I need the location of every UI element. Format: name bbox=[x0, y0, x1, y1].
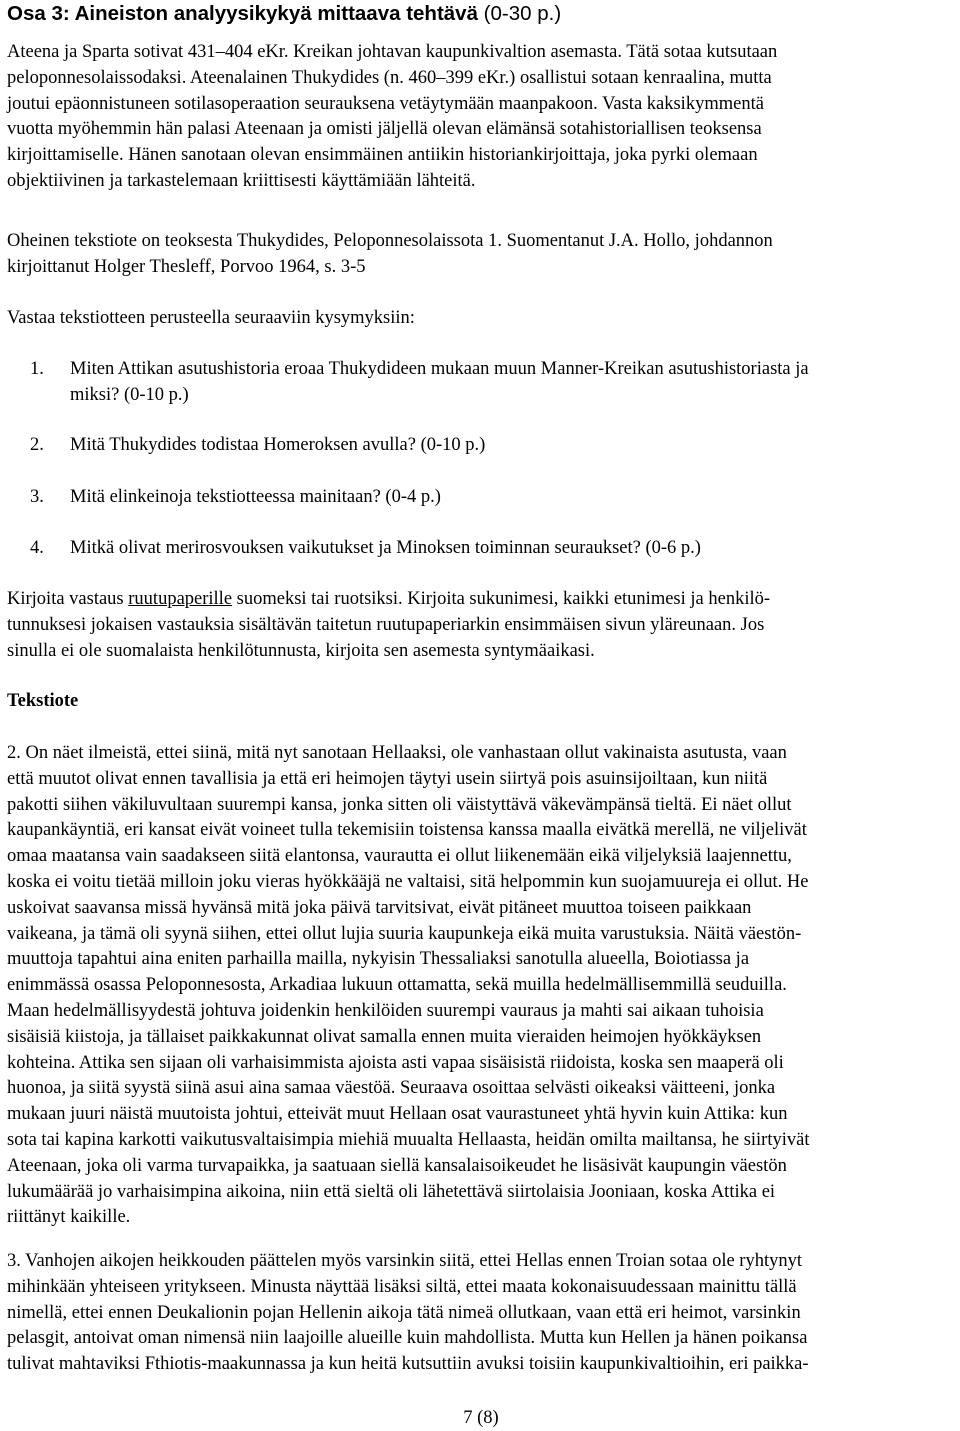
section-title: Tekstiote bbox=[7, 691, 79, 711]
intro-line: peloponnesolaissodaksi. Ateenalainen Thukydides (n. 460–399 eKr.) osallistui sotaan kenraalina, mutta bbox=[7, 67, 772, 88]
question-number: 2. bbox=[30, 435, 44, 455]
excerpt-line: vaikeana, ja tämä oli syynä siihen, ettei ollut lujia suuria kaupunkeja eikä muita varustuksia. Näitä väestön- bbox=[7, 923, 802, 944]
excerpt-line: kaupankäyntiä, eri kansat eivät voineet tulla tekemisiin toistensa kanssa maalla eivätkä merellä, ne viljelivät bbox=[7, 820, 807, 841]
heading-title: Osa 3: Aineiston analyysikykyä mittaava tehtävä bbox=[7, 2, 478, 25]
questions-prompt: Vastaa tekstiotteen perusteella seuraaviin kysymyksiin: bbox=[7, 308, 415, 328]
excerpt-line: uskoivat saavansa missä hyvänsä mitä joka päivä tarvitsivat, eivät pitäneet muuttoa toiseen paikkaan bbox=[7, 897, 752, 918]
source-line: kirjoittanut Holger Thesleff, Porvoo 1964, s. 3-5 bbox=[7, 256, 366, 277]
question-text: Mitkä olivat merirosvouksen vaikutukset ja Minoksen toiminnan seuraukset? (0-6 p.) bbox=[70, 538, 701, 558]
excerpt-line: riittänyt kaikille. bbox=[7, 1207, 131, 1228]
excerpt-line: tulivat mahtaviksi Fthiotis-maakunnassa ja kun heitä kutsuttiin avuksi toisiin kaupunkivaltioihin, eri paikka- bbox=[7, 1354, 809, 1375]
excerpt-line: Maan hedelmällisyydestä johtuva joidenkin henkilöiden suurempi vauraus ja mahti sai aikaan tuhoisia bbox=[7, 1000, 764, 1021]
excerpt-line: koska ei voitu tietää milloin joku vieras hyökkääjä ne valtaisi, sitä helpommin kun suojamuureja ei ollut. He bbox=[7, 871, 809, 892]
excerpt-line: 2. On näet ilmeistä, ettei siinä, mitä nyt sanotaan Hellaaksi, ole vanhastaan ollut vakinaista asutusta, vaan bbox=[7, 743, 787, 763]
excerpt-line: kohteina. Attika sen sijaan oli varhaisimmista ajoista asti vapaa sisäisistä riidoista, koska sen maaperä oli bbox=[7, 1052, 784, 1073]
excerpt-line: enimmässä osassa Peloponnesosta, Arkadiaa lukuun ottamatta, sekä muilla hedelmällisemmillä seuduilla. bbox=[7, 975, 787, 996]
source-line: Oheinen tekstiote on teoksesta Thukydides, Peloponnesolaissota 1. Suomentanut J.A. Hollo, johdannon bbox=[7, 231, 773, 251]
excerpt-line: sisäisiä kiistoja, ja tällaiset paikkakunnat olivat samalla ennen muita vieraiden heimojen hyökkäyksen bbox=[7, 1026, 762, 1047]
question-text: Miten Attikan asutushistoria eroaa Thukydideen mukaan muun Manner-Kreikan asutushistoriasta ja miksi? (0-10 p.) bbox=[70, 359, 809, 405]
intro-line: vuotta myöhemmin hän palasi Ateenaan ja omisti jäljellä olevan elämänsä sotahistoriallisen teoksensa bbox=[7, 119, 762, 140]
instructions-paragraph: Kirjoita vastaus ruutupaperille suomeksi tai ruotsiksi. Kirjoita sukunimesi, kaikki etunimesi ja henkilö- tunnuksesi jokaisen vastauksia sisältävän taitetun ruutupaperiarkin ensimmäisen sivun yläreunaan. Jos sinulla ei ole suomalaista henkilötunnusta, kirjoita sen asemesta syntymäaikasi. bbox=[7, 589, 771, 661]
excerpt-line: huonoa, ja siitä syystä siinä asui aina samaa väestöä. Seuraava osoittaa selvästi oikeaksi väitteeni, jonka bbox=[7, 1078, 776, 1099]
question-number: 3. bbox=[30, 487, 44, 507]
intro-line: Ateena ja Sparta sotivat 431–404 eKr. Kreikan johtavan kaupunkivaltion asemasta. Tätä sotaa kutsutaan bbox=[7, 42, 778, 62]
underlined-word: ruutupaperille bbox=[128, 589, 233, 609]
excerpt-line: pakotti siihen väkiluvultaan suurempi kansa, jonka sitten oli väistyttävä väkevämpänsä tieltä. Ei näet ollut bbox=[7, 794, 792, 815]
excerpt-line: lukumäärää jo varhaisimpina aikoina, niin että sieltä oli lähetettävä siirtolaisia Jooniaan, koska Attika ei bbox=[7, 1181, 776, 1202]
excerpt-paragraph-2 bbox=[7, 741, 955, 1231]
question-text: Mitä Thukydides todistaa Homeroksen avulla? (0-10 p.) bbox=[70, 435, 486, 455]
excerpt-line: mihinkään yhteiseen yritykseen. Minusta näyttää lisäksi siltä, ettei maata kokonaisuudessaan mainittu tällä bbox=[7, 1276, 797, 1297]
page-number: 7 (8) bbox=[463, 1408, 499, 1428]
excerpt-line: sota tai kapina karkotti vaikutusvaltaisimpia miehiä muualta Hellaasta, heidän omilta mailtansa, he siirtyivät bbox=[7, 1129, 810, 1150]
excerpt-line: pelasgit, antoivat oman nimensä niin laajoille alueille kuin mahdollista. Mutta kun Hellen ja hänen poikansa bbox=[7, 1328, 808, 1349]
question-number: 1. bbox=[30, 359, 44, 379]
page-heading bbox=[7, 1, 561, 27]
source-paragraph bbox=[7, 229, 955, 281]
excerpt-paragraph-3 bbox=[7, 1249, 955, 1378]
intro-line: joutui epäonnistuneen sotilasoperaation seurauksena vetäytymään maanpakoon. Vasta kaksikymmentä bbox=[7, 93, 764, 114]
excerpt-line: muuttoja tapahtui aina eniten parhailla mailla, nykyisin Thessaliaksi sanotulla alueella, Boiotiassa ja bbox=[7, 949, 750, 970]
intro-line: objektiivinen ja tarkastelemaan kriittisesti käyttämiään lähteitä. bbox=[7, 170, 476, 191]
question-text: Mitä elinkeinoja tekstiotteessa mainitaan? (0-4 p.) bbox=[70, 487, 441, 507]
excerpt-line: 3. Vanhojen aikojen heikkouden päättelen myös varsinkin siitä, ettei Hellas ennen Troian sotaa ole ryhtynyt bbox=[7, 1251, 802, 1271]
excerpt-line: nimellä, ettei ennen Deukalionin pojan Hellenin aikoja tätä nimeä ollutkaan, vaan että eri heimot, varsinkin bbox=[7, 1302, 801, 1323]
intro-paragraph bbox=[7, 40, 955, 195]
excerpt-line: että muutot olivat ennen tavallisia ja että eri heimojen täytyi usein siirtyä pois asuinsijoiltaan, kun niitä bbox=[7, 768, 768, 789]
intro-line: kirjoittamiselle. Hänen sanotaan olevan ensimmäinen antiikin historiankirjoittaja, joka pyrki olemaan bbox=[7, 145, 758, 166]
excerpt-line: mukaan juuri näistä muutoista johtui, etteivät muut Hellaan osat vaurastuneet yhtä hyvin kuin Attika: kun bbox=[7, 1104, 788, 1125]
excerpt-line: Ateenaan, joka oli varma turvapaikka, ja saatuaan siellä kansalaisoikeudet he lisäsivät kaupungin väestön bbox=[7, 1155, 787, 1176]
question-number: 4. bbox=[30, 538, 44, 558]
excerpt-line: omaa maatansa vain saadakseen siitä elantonsa, vaurautta ei ollut liikenemään eikä viljelyksiä laajennettu, bbox=[7, 846, 792, 867]
heading-points: (0-30 p.) bbox=[477, 2, 562, 25]
